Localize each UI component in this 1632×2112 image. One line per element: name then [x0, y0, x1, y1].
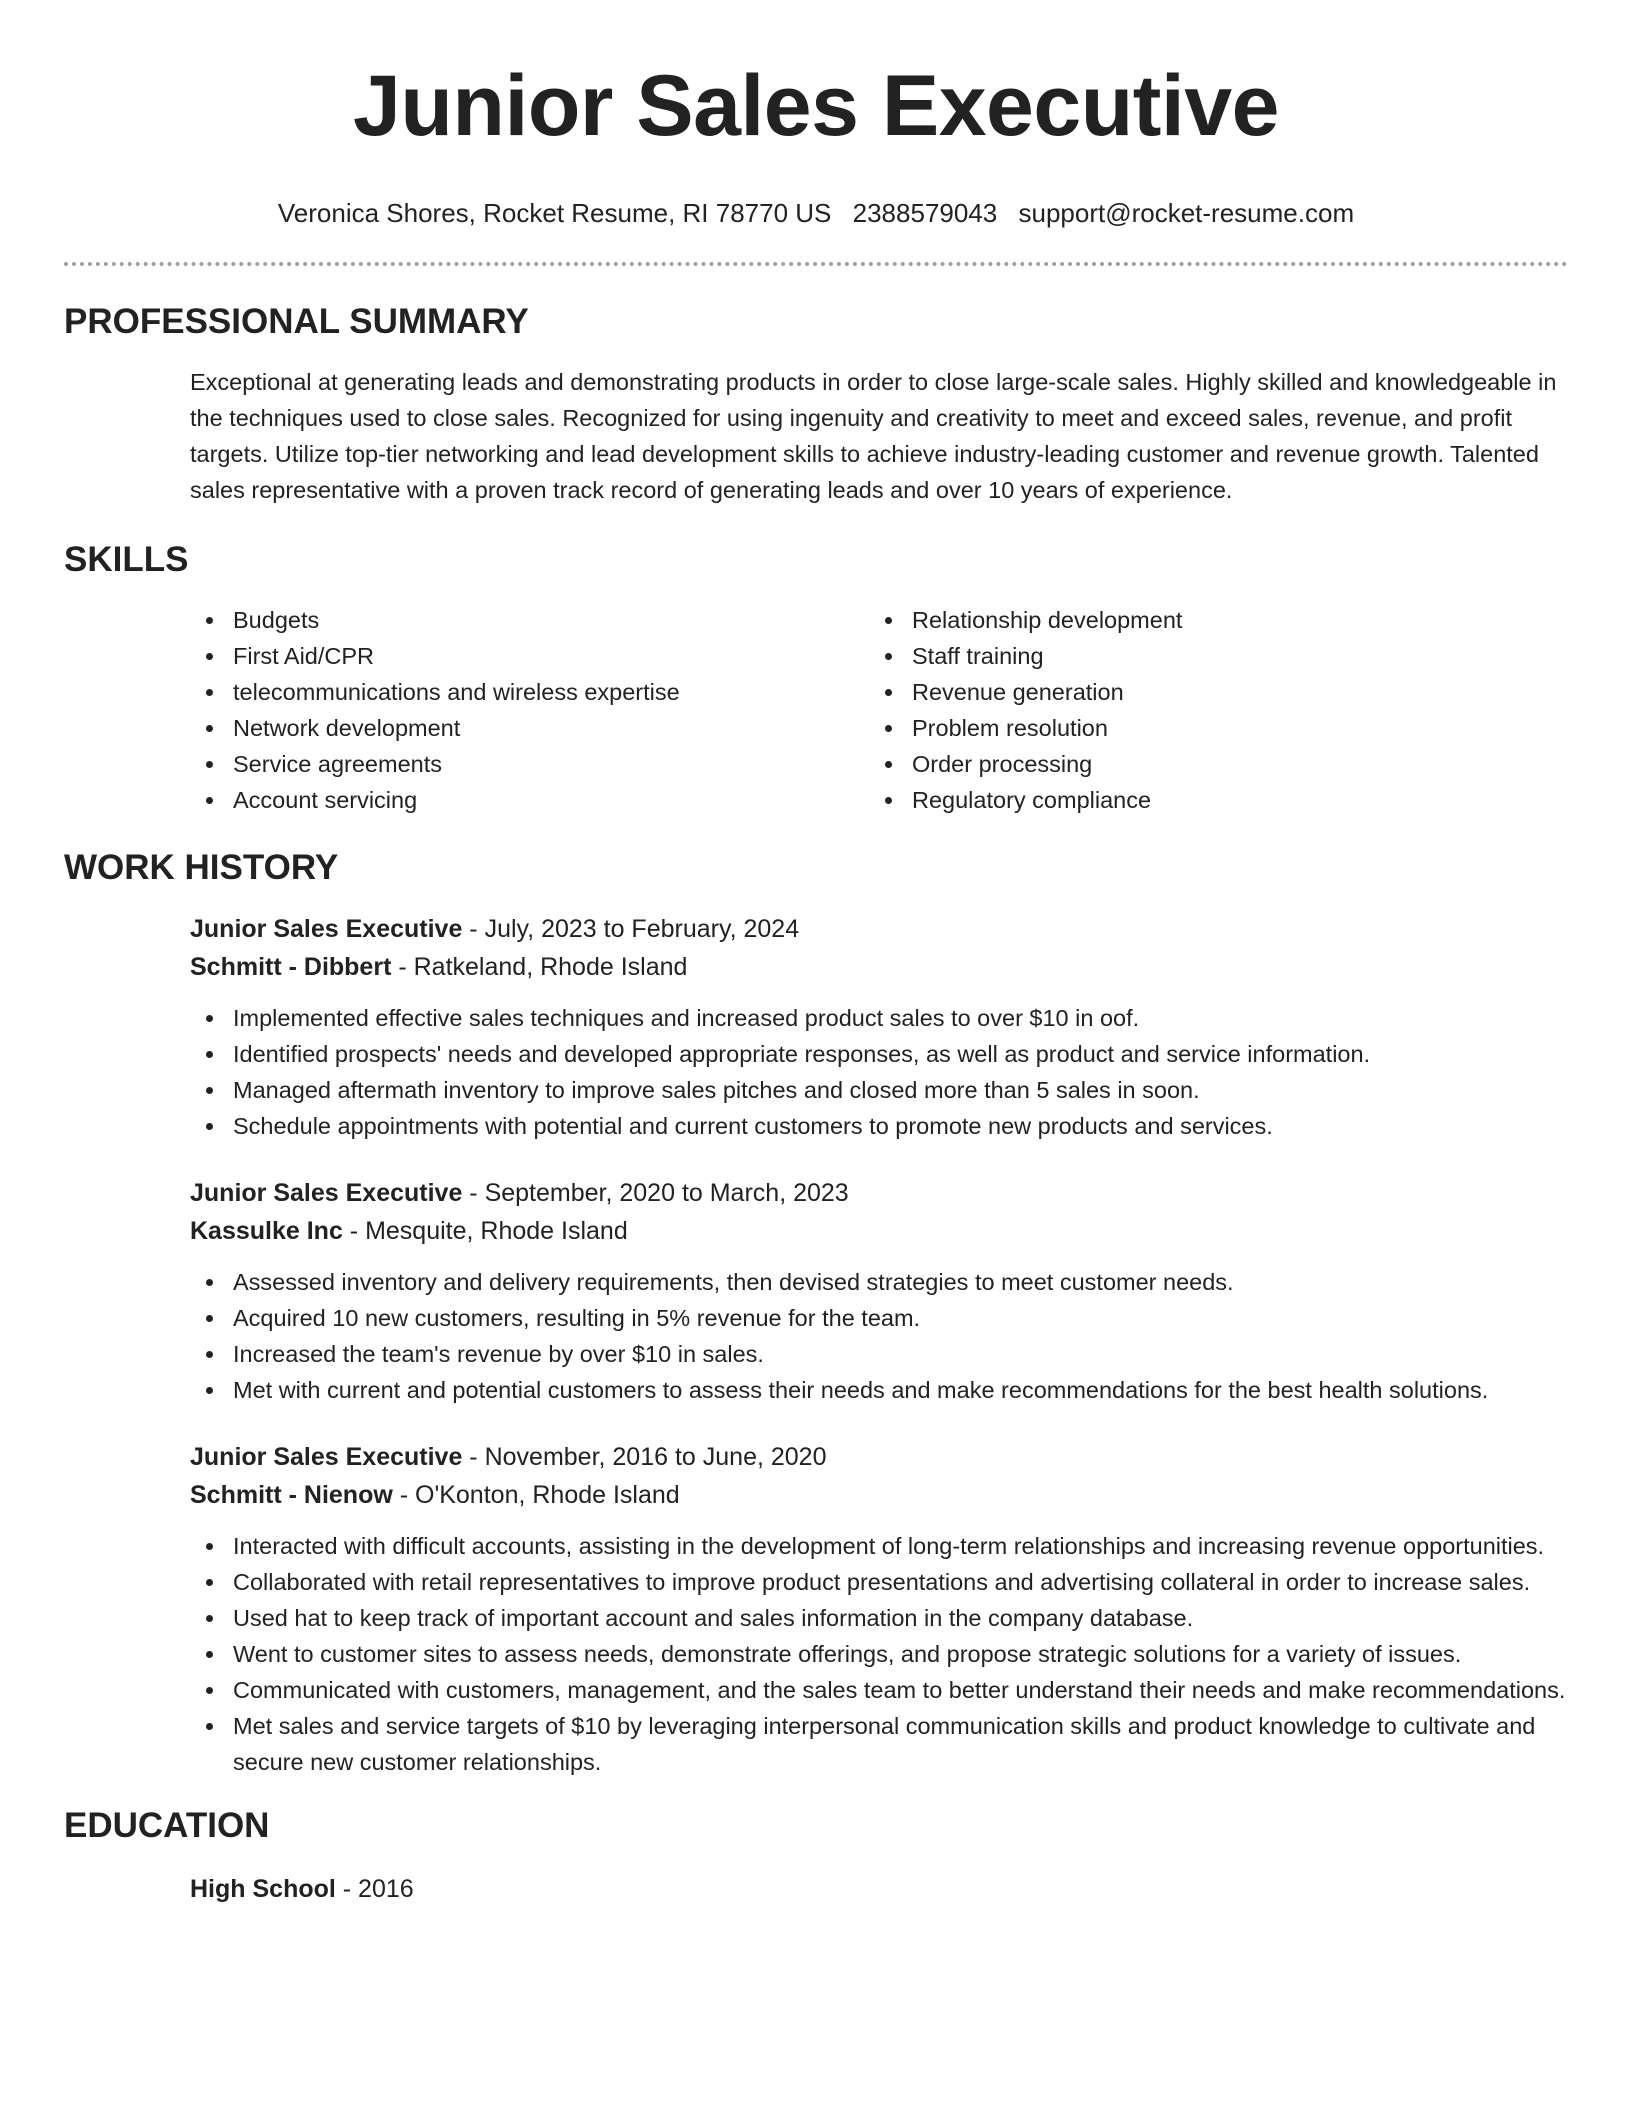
skill-item: Regulatory compliance — [869, 782, 1548, 818]
job-bullet: Assessed inventory and delivery requirements, then devised strategies to meet customer needs. — [190, 1264, 1568, 1300]
skills-column-left — [190, 602, 869, 818]
job-company: Schmitt - Dibbert — [190, 953, 392, 981]
contact-email: support@rocket-resume.com — [1018, 198, 1355, 228]
job-company-line — [190, 948, 1568, 986]
education-line — [64, 1870, 1568, 1908]
job-bullet: Implemented effective sales techniques and increased product sales to over $10 in oof. — [190, 1000, 1568, 1036]
skill-item: Staff training — [869, 638, 1548, 674]
job-bullets — [190, 1000, 1568, 1144]
skills-list — [64, 602, 1568, 818]
contact-phone: 2388579043 — [852, 198, 998, 228]
job-role: Junior Sales Executive — [190, 915, 463, 943]
job-bullet: Increased the team's revenue by over $10 in sales. — [190, 1336, 1568, 1372]
job-location: - Ratkeland, Rhode Island — [391, 953, 688, 981]
job-role: Junior Sales Executive — [190, 1179, 463, 1207]
job-bullet: Schedule appointments with potential and current customers to promote new products and services. — [190, 1108, 1568, 1144]
skill-item: Problem resolution — [869, 710, 1548, 746]
job-company-line — [190, 1476, 1568, 1514]
skills-column-right — [869, 602, 1548, 818]
job-bullet: Met sales and service targets of $10 by leveraging interpersonal communication skills and product knowledge to cultivate and secure new customer relationships. — [190, 1708, 1568, 1780]
job-location: - Mesquite, Rhode Island — [342, 1217, 628, 1245]
summary-text: Exceptional at generating leads and demonstrating products in order to close large-scale sales. Highly skilled and knowledgeable in the techniques used to close sales. Recognized for using ingenuity and creativity to meet and exceed sales, revenue, and profit targets. Utilize top-tier networking and lead development skills to achieve industry-leading customer and revenue growth. Talented sales representative with a proven track record of generating leads and over 10 years of experience. — [190, 369, 1557, 503]
education-section — [64, 1806, 1568, 1908]
contact-line — [64, 196, 1568, 230]
job-entry — [64, 1174, 1568, 1408]
job-bullets — [190, 1264, 1568, 1408]
job-bullet: Used hat to keep track of important account and sales information in the company database. — [190, 1600, 1568, 1636]
job-bullet: Collaborated with retail representatives to improve product presentations and advertising collateral in order to increase sales. — [190, 1564, 1568, 1600]
job-dates: - November, 2016 to June, 2020 — [462, 1443, 827, 1471]
education-year: - 2016 — [335, 1875, 414, 1903]
work-history-section — [64, 848, 1568, 1780]
candidate-name: Junior Sales Executive — [353, 58, 1279, 154]
job-entry — [64, 910, 1568, 1144]
skill-item: Relationship development — [869, 602, 1548, 638]
job-bullet: Acquired 10 new customers, resulting in 5% revenue for the team. — [190, 1300, 1568, 1336]
job-title-line — [190, 1438, 1568, 1476]
summary-title: PROFESSIONAL SUMMARY — [64, 302, 529, 341]
job-bullet: Met with current and potential customers to assess their needs and make recommendations for the best health solutions. — [190, 1372, 1568, 1408]
skill-item: Order processing — [869, 746, 1548, 782]
job-title-line — [190, 1174, 1568, 1212]
job-company: Schmitt - Nienow — [190, 1481, 393, 1509]
summary-section — [64, 302, 1568, 508]
job-dates: - July, 2023 to February, 2024 — [462, 915, 800, 943]
skills-section — [64, 540, 1568, 818]
skill-item: Revenue generation — [869, 674, 1548, 710]
job-company-line — [190, 1212, 1568, 1250]
job-location: - O'Konton, Rhode Island — [392, 1481, 680, 1509]
header-divider — [64, 262, 1568, 266]
job-bullet: Communicated with customers, management, and the sales team to better understand their needs and make recommendations. — [190, 1672, 1568, 1708]
job-title-line — [190, 910, 1568, 948]
skill-item: telecommunications and wireless expertise — [190, 674, 869, 710]
education-degree: High School — [190, 1875, 336, 1903]
job-bullet: Managed aftermath inventory to improve sales pitches and closed more than 5 sales in soon. — [190, 1072, 1568, 1108]
work-history-title: WORK HISTORY — [64, 848, 339, 887]
education-title: EDUCATION — [64, 1806, 270, 1845]
job-bullet: Interacted with difficult accounts, assisting in the development of long-term relationships and increasing revenue opportunities. — [190, 1528, 1568, 1564]
skills-title: SKILLS — [64, 540, 189, 579]
job-bullets — [190, 1528, 1568, 1780]
skill-item: Budgets — [190, 602, 869, 638]
skill-item: Network development — [190, 710, 869, 746]
job-dates: - September, 2020 to March, 2023 — [462, 1179, 849, 1207]
job-bullet: Identified prospects' needs and developed appropriate responses, as well as product and service information. — [190, 1036, 1568, 1072]
skill-item: Service agreements — [190, 746, 869, 782]
contact-address: Veronica Shores, Rocket Resume, RI 78770 US — [277, 198, 832, 228]
skill-item: First Aid/CPR — [190, 638, 869, 674]
skill-item: Account servicing — [190, 782, 869, 818]
job-bullet: Went to customer sites to assess needs, demonstrate offerings, and propose strategic solutions for a variety of issues. — [190, 1636, 1568, 1672]
job-entry — [64, 1438, 1568, 1780]
job-company: Kassulke Inc — [190, 1217, 343, 1245]
job-role: Junior Sales Executive — [190, 1443, 463, 1471]
